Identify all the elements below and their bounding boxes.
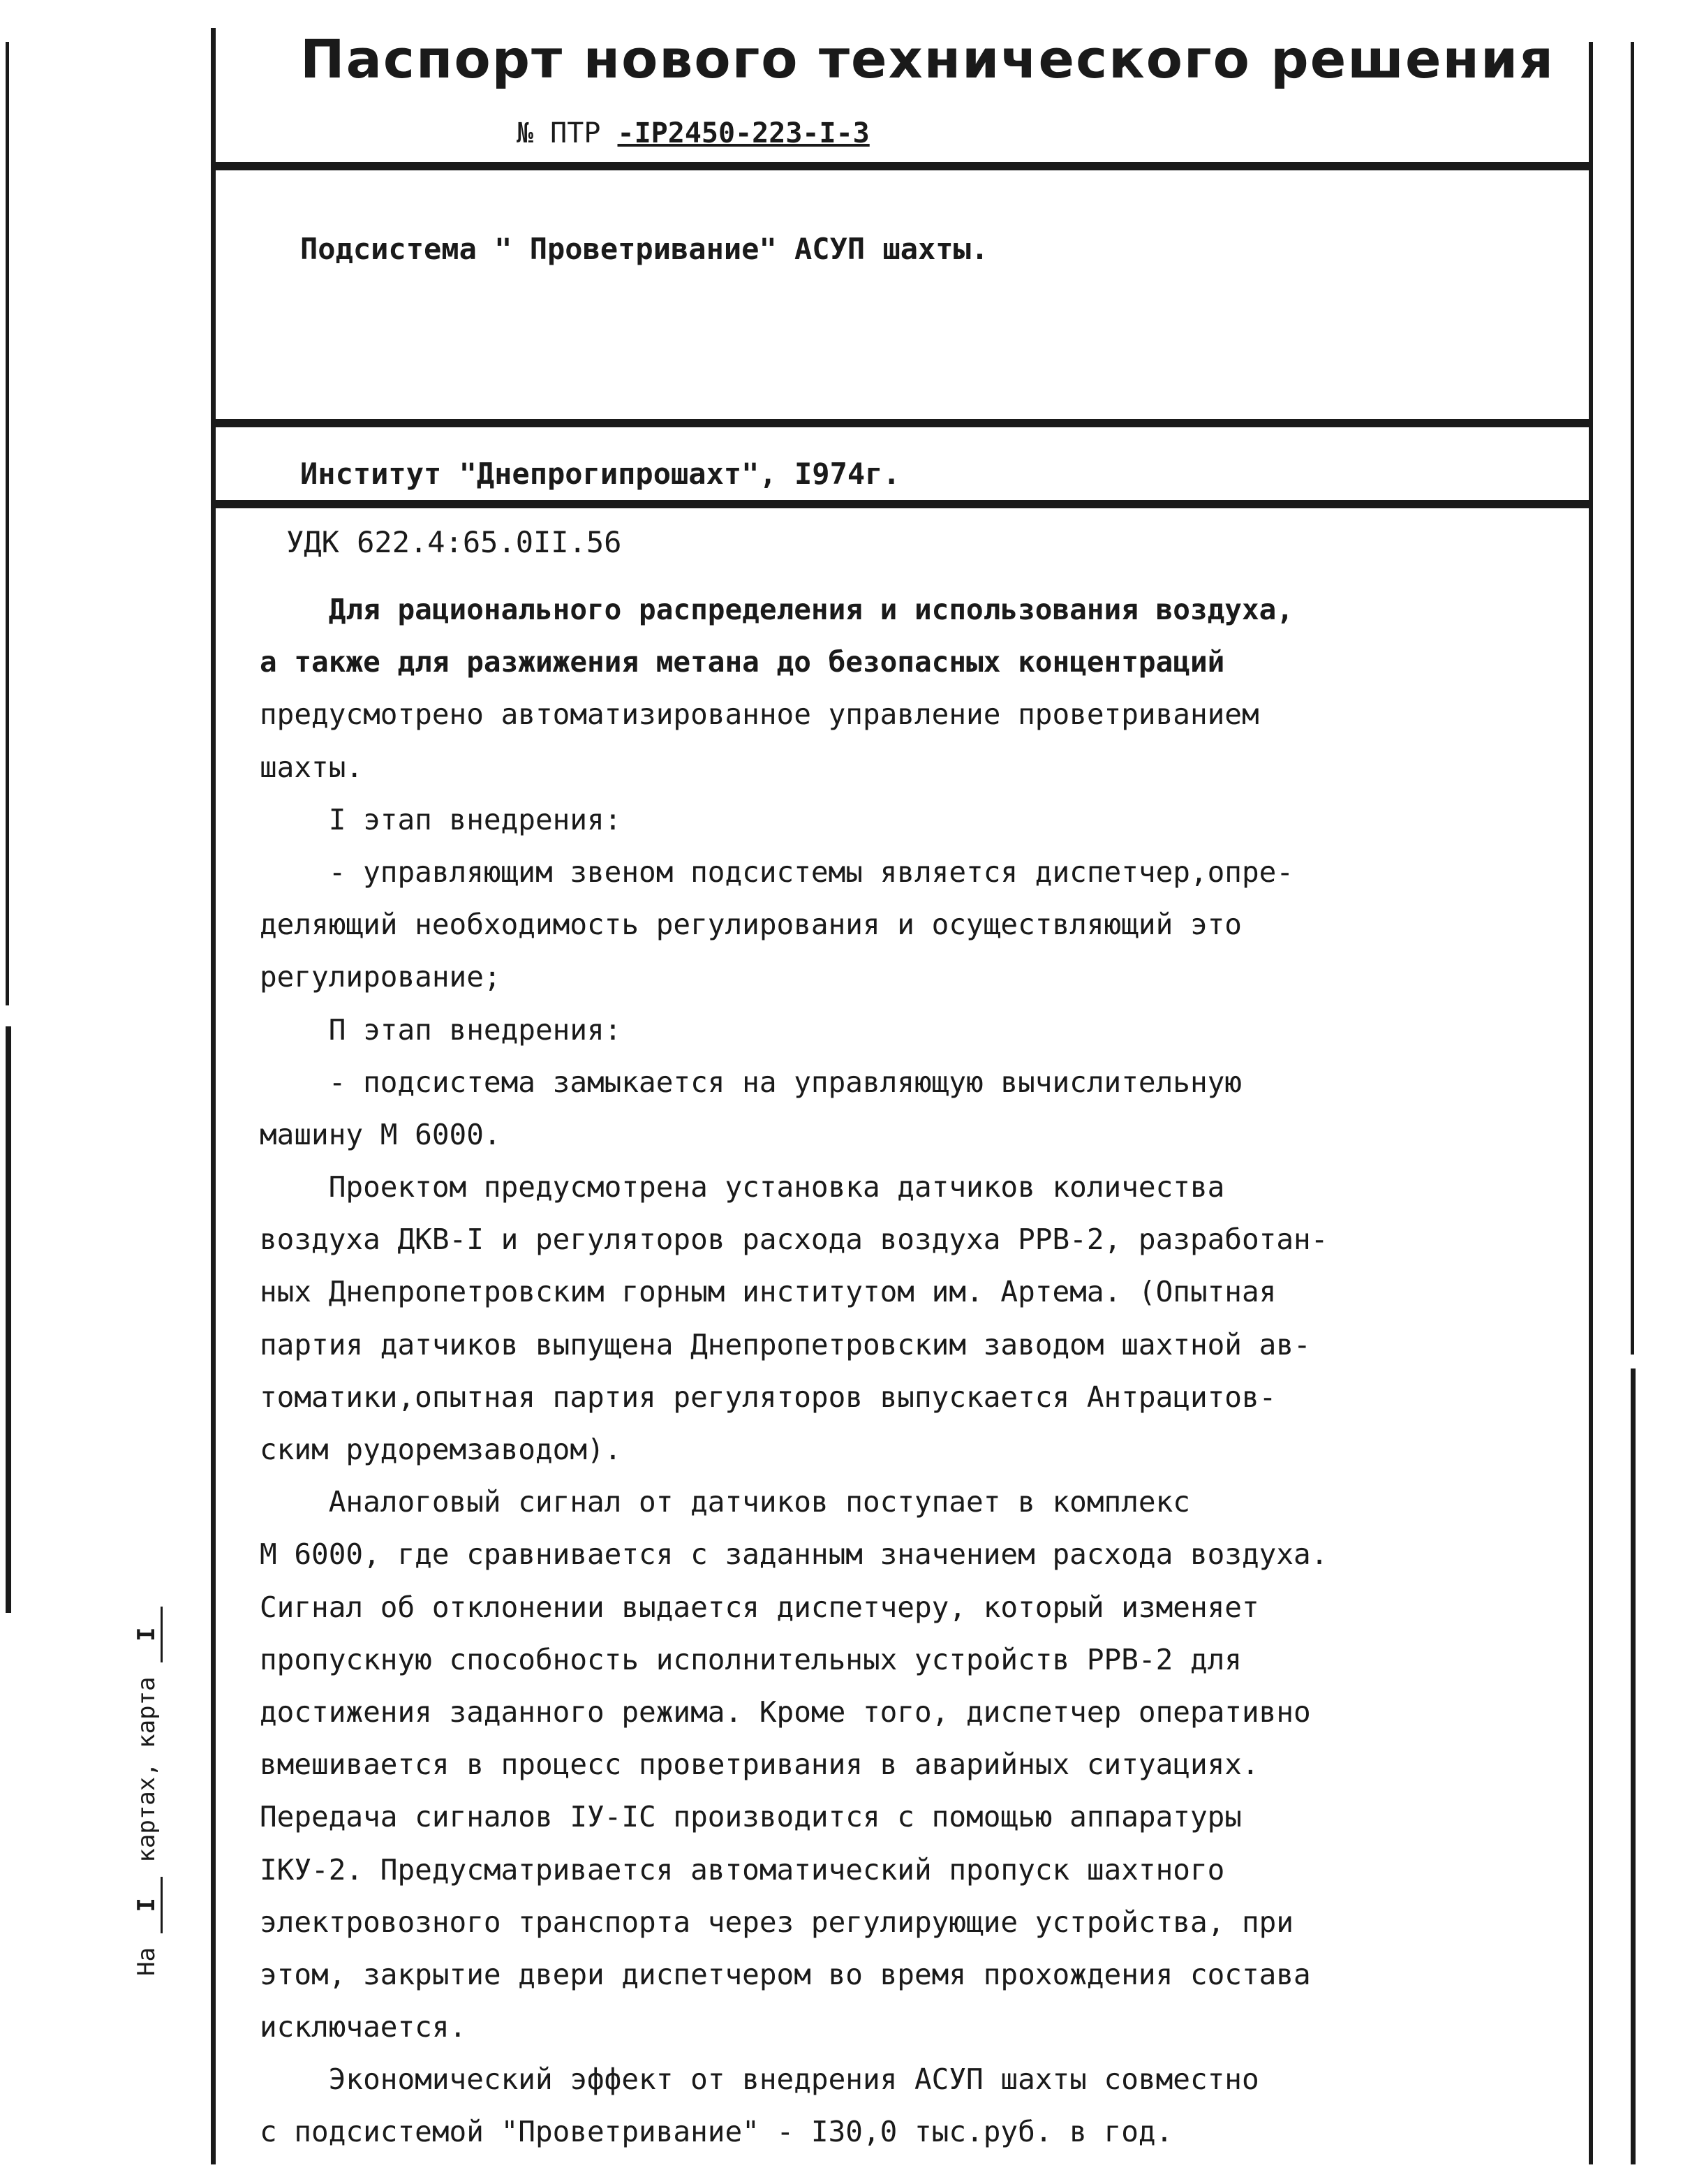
udk-code: УДК 622.4:65.0II.56 [286, 525, 622, 559]
card-number: I [133, 1607, 163, 1662]
body-line: регулирование; [260, 960, 501, 994]
body-line: Сигнал об отклонении выдается диспетчеру, который изменяет [260, 1590, 1259, 1624]
body-line: предусмотрено автоматизированное управление проветриванием [260, 698, 1259, 732]
body-line: Для рационального распределения и использования воздуха, [260, 593, 1294, 626]
right-margin-line [1631, 1368, 1636, 2164]
body-line: Передача сигналов IУ-IС производится с помощью аппаратуры [260, 1800, 1242, 1834]
body-line: IКУ-2. Предусматривается автоматический пропуск шахтного [260, 1852, 1225, 1887]
institute-divider [211, 500, 1593, 508]
body-line: ским рудоремзаводом). [260, 1433, 622, 1466]
body-line: Проектом предусмотрена установка датчиков количества [260, 1170, 1225, 1204]
subject-divider [211, 419, 1593, 427]
form-left-border [211, 28, 216, 2164]
body-line: Экономический эффект от внедрения АСУП шахты совместно [260, 2063, 1259, 2097]
body-line: достижения заданного режима. Кроме того, диспетчер оперативно [260, 1695, 1311, 1729]
body-line: П этап внедрения: [260, 1012, 622, 1047]
note-prefix: На [133, 1947, 161, 1976]
body-line: с подсистемой "Проветривание" - I30,0 тыс.руб. в год. [260, 2115, 1173, 2149]
number-prefix: № ПТР [517, 117, 618, 149]
body-text [260, 584, 1586, 2159]
body-line: шахты. [260, 750, 364, 784]
body-line: - управляющим звеном подсистемы является диспетчер,опре- [260, 855, 1294, 889]
note-middle: картах, карта [133, 1676, 161, 1863]
body-line: М 6000, где сравнивается с заданным значением расхода воздуха. [260, 1537, 1328, 1572]
subject-line: Подсистема " Проветривание" АСУП шахты. [300, 232, 989, 266]
left-margin-line [6, 42, 9, 1005]
body-line: этом, закрытие двери диспетчером во время прохождения состава [260, 1957, 1311, 1991]
body-line: - подсистема замыкается на управляющую вычислительную [260, 1065, 1242, 1099]
body-line: а также для разжижения метана до безопасных концентраций [260, 645, 1225, 679]
right-margin-line [1631, 42, 1634, 1355]
form-right-border [1589, 42, 1593, 2164]
document-number [517, 117, 870, 149]
cards-count: I [133, 1877, 163, 1933]
body-line: воздуха ДКВ-I и регуляторов расхода воздуха РРВ-2, разработан- [260, 1223, 1328, 1257]
institute-line: Институт "Днепрогипрошахт", I974г. [300, 457, 900, 491]
body-line: пропускную способность исполнительных устройств РРВ-2 для [260, 1642, 1242, 1676]
card-count-note [133, 1607, 163, 1976]
document-title: Паспорт нового технического решения [300, 28, 1555, 90]
body-line: ных Днепропетровским горным институтом им. Артема. (Опытная [260, 1275, 1277, 1309]
body-line: Аналоговый сигнал от датчиков поступает в комплекс [260, 1485, 1190, 1519]
body-line: деляющий необходимость регулирования и осуществляющий это [260, 908, 1242, 942]
header-divider [211, 162, 1593, 170]
body-line: машину М 6000. [260, 1117, 501, 1151]
body-line: I этап внедрения: [260, 802, 622, 836]
body-line: электровозного транспорта через регулирующие устройства, при [260, 1905, 1294, 1939]
body-line: вмешивается в процесс проветривания в аварийных ситуациях. [260, 1748, 1259, 1782]
body-line: исключается. [260, 2010, 467, 2044]
body-line: партия датчиков выпущена Днепропетровским заводом шахтной ав- [260, 1327, 1311, 1362]
body-line: томатики,опытная партия регуляторов выпускается Антрацитов- [260, 1380, 1277, 1414]
left-margin-line [6, 1026, 11, 1613]
number-code: -IР2450-223-I-3 [617, 117, 870, 149]
